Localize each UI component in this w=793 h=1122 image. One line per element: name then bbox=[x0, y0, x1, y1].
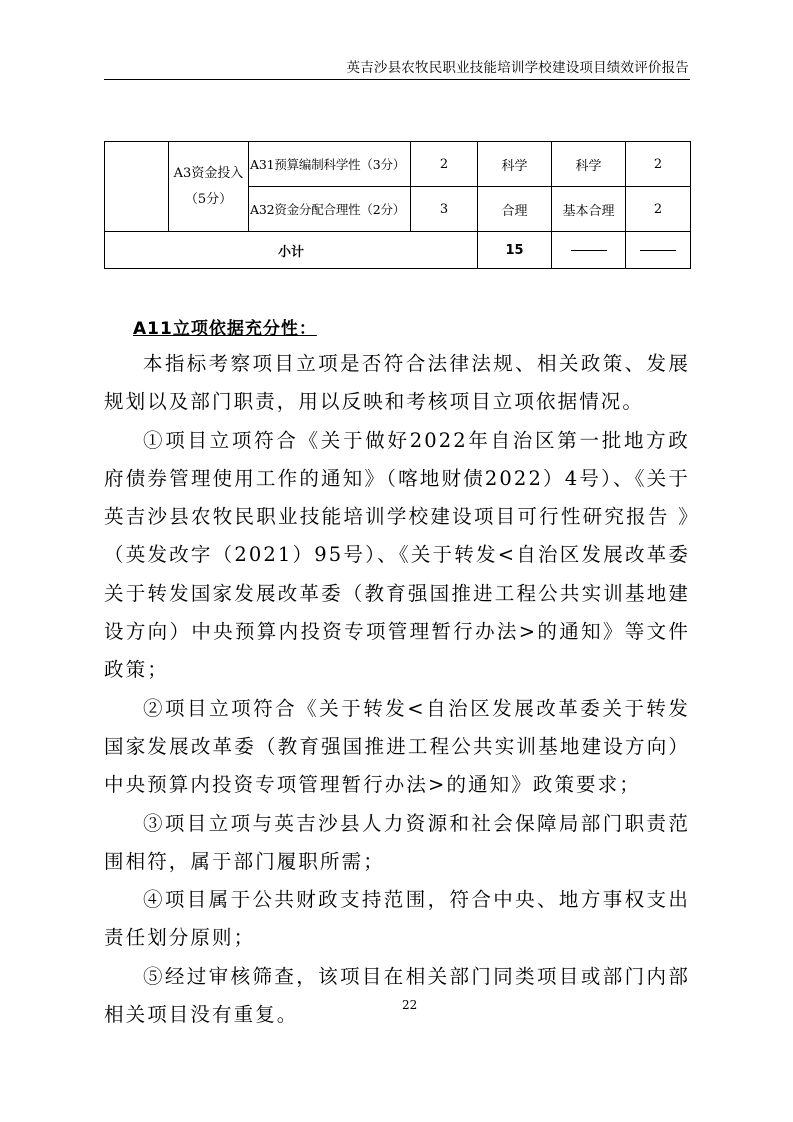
subtotal-row bbox=[105, 232, 691, 269]
page-number: 22 bbox=[402, 998, 418, 1012]
indicator-cell: A31预算编制科学性（3分） bbox=[249, 142, 411, 187]
subtotal-standard-dash bbox=[552, 232, 626, 269]
report-header-title: 英吉沙县农牧民职业技能培训学校建设项目绩效评价报告 bbox=[346, 60, 689, 76]
weight-cell: 3 bbox=[411, 187, 478, 232]
body-paragraph: 本指标考察项目立项是否符合法律法规、相关政策、发展规划以及部门职责，用以反映和考核项目立项依据情况。 bbox=[104, 352, 690, 414]
section-heading: A11立项依据充分性： bbox=[133, 319, 317, 339]
weight-cell: 2 bbox=[411, 142, 478, 187]
body-paragraph: ⑤经过审核筛查，该项目在相关部门同类项目或部门内部相关项目没有重复。 bbox=[104, 964, 690, 1027]
table-row bbox=[105, 142, 691, 187]
standard-cell: 科学 bbox=[478, 142, 552, 187]
indicator-cell: A32资金分配合理性（2分） bbox=[249, 187, 411, 232]
evaluation-score-table bbox=[104, 141, 691, 269]
group-label-cell bbox=[169, 142, 249, 232]
body-paragraph: ③项目立项与英吉沙县人力资源和社会保障局部门职责范围相符，属于部门履职所需； bbox=[104, 811, 690, 873]
score-cell: 2 bbox=[626, 187, 691, 232]
body-paragraph: ④项目属于公共财政支持范围，符合中央、地方事权支出责任划分原则； bbox=[104, 888, 690, 950]
actual-cell: 科学 bbox=[552, 142, 626, 187]
group-label-line2: （5分） bbox=[184, 191, 233, 207]
body-paragraph: ②项目立项符合《关于转发<自治区发展改革委关于转发国家发展改革委（教育强国推进工程公共实训基地建设方向）中央预算内投资专项管理暂行办法>的通知》政策要求； bbox=[104, 696, 690, 797]
section-body bbox=[104, 345, 690, 1034]
table-category-cell bbox=[105, 142, 169, 232]
group-label-line1: A3资金投入 bbox=[173, 165, 244, 181]
header-divider bbox=[104, 79, 690, 80]
subtotal-label: 小计 bbox=[105, 232, 478, 269]
subtotal-actual-dash bbox=[626, 232, 691, 269]
score-cell: 2 bbox=[626, 142, 691, 187]
body-paragraph: ①项目立项符合《关于做好2022年自治区第一批地方政府债券管理使用工作的通知》（喀地财债2022）4号）、《关于英吉沙县农牧民职业技能培训学校建设项目可行性研究报告 》（英发改字（2021）95号）、《关于转发<自治区发展改革委关于转发国家发展改革委（教育强国推进工程公共实训基地建设方向）中央预算内投资专项管理暂行办法>的通知》等文件政策； bbox=[104, 428, 690, 682]
standard-cell: 合理 bbox=[478, 187, 552, 232]
actual-cell: 基本合理 bbox=[552, 187, 626, 232]
subtotal-weight: 15 bbox=[478, 232, 552, 269]
